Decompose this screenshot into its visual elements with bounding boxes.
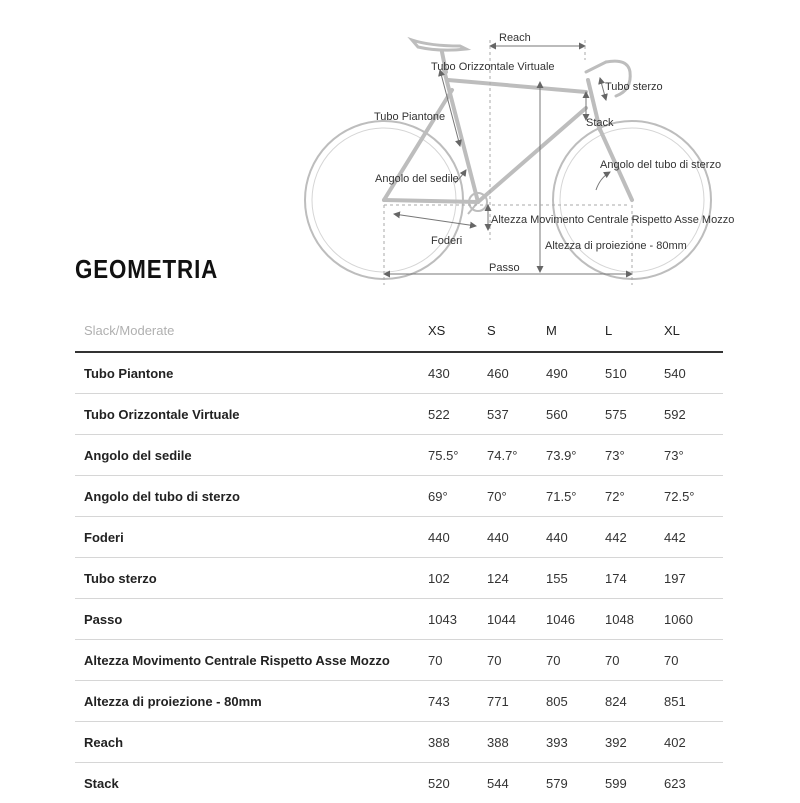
row-label: Passo xyxy=(75,599,428,640)
table-body xyxy=(75,352,723,803)
cell-value: 402 xyxy=(664,722,723,763)
row-label: Tubo Orizzontale Virtuale xyxy=(75,394,428,435)
row-label: Altezza di proiezione - 80mm xyxy=(75,681,428,722)
cell-value: 430 xyxy=(428,352,487,394)
table-row xyxy=(75,681,723,722)
label-projection-height: Altezza di proiezione - 80mm xyxy=(545,240,687,252)
cell-value: 440 xyxy=(546,517,605,558)
cell-value: 442 xyxy=(605,517,664,558)
size-header-xs: XS xyxy=(428,310,487,352)
cell-value: 520 xyxy=(428,763,487,803)
cell-value: 771 xyxy=(487,681,546,722)
cell-value: 824 xyxy=(605,681,664,722)
table-header-row xyxy=(75,310,723,352)
table-row xyxy=(75,435,723,476)
table-row xyxy=(75,599,723,640)
cell-value: 560 xyxy=(546,394,605,435)
row-label: Tubo sterzo xyxy=(75,558,428,599)
cell-value: 70 xyxy=(546,640,605,681)
label-bb-drop: Altezza Movimento Centrale Rispetto Asse Mozzo xyxy=(491,214,734,226)
cell-value: 70 xyxy=(664,640,723,681)
table-row xyxy=(75,352,723,394)
cell-value: 442 xyxy=(664,517,723,558)
row-label: Angolo del tubo di sterzo xyxy=(75,476,428,517)
cell-value: 75.5° xyxy=(428,435,487,476)
table-row xyxy=(75,722,723,763)
row-label: Stack xyxy=(75,763,428,803)
cell-value: 1048 xyxy=(605,599,664,640)
size-header-l: L xyxy=(605,310,664,352)
cell-value: 197 xyxy=(664,558,723,599)
saddle xyxy=(412,40,466,50)
table-row xyxy=(75,640,723,681)
cell-value: 1060 xyxy=(664,599,723,640)
row-label: Angolo del sedile xyxy=(75,435,428,476)
cell-value: 70 xyxy=(605,640,664,681)
cell-value: 579 xyxy=(546,763,605,803)
cell-value: 73° xyxy=(605,435,664,476)
label-head-tube: Tubo sterzo xyxy=(605,81,663,93)
cell-value: 805 xyxy=(546,681,605,722)
cell-value: 537 xyxy=(487,394,546,435)
row-label: Altezza Movimento Centrale Rispetto Asse Mozzo xyxy=(75,640,428,681)
label-seat-angle: Angolo del sedile xyxy=(375,173,459,185)
cell-value: 510 xyxy=(605,352,664,394)
label-chainstays: Foderi xyxy=(431,235,462,247)
cell-value: 388 xyxy=(428,722,487,763)
geometry-table xyxy=(75,310,723,803)
cell-value: 70° xyxy=(487,476,546,517)
cell-value: 70 xyxy=(428,640,487,681)
label-seat-tube: Tubo Piantone xyxy=(374,111,445,123)
cell-value: 388 xyxy=(487,722,546,763)
cell-value: 174 xyxy=(605,558,664,599)
cell-value: 69° xyxy=(428,476,487,517)
label-reach: Reach xyxy=(499,32,531,44)
cell-value: 851 xyxy=(664,681,723,722)
cell-value: 71.5° xyxy=(546,476,605,517)
size-header-xl: XL xyxy=(664,310,723,352)
cell-value: 460 xyxy=(487,352,546,394)
cell-value: 1044 xyxy=(487,599,546,640)
cell-value: 440 xyxy=(428,517,487,558)
cell-value: 124 xyxy=(487,558,546,599)
label-stack: Stack xyxy=(586,117,614,129)
label-head-angle: Angolo del tubo di sterzo xyxy=(600,159,721,171)
row-label: Tubo Piantone xyxy=(75,352,428,394)
table-row xyxy=(75,517,723,558)
cell-value: 544 xyxy=(487,763,546,803)
cell-value: 575 xyxy=(605,394,664,435)
cell-value: 72.5° xyxy=(664,476,723,517)
cell-value: 623 xyxy=(664,763,723,803)
table-row xyxy=(75,763,723,803)
cell-value: 743 xyxy=(428,681,487,722)
cell-value: 70 xyxy=(487,640,546,681)
cell-value: 592 xyxy=(664,394,723,435)
cell-value: 392 xyxy=(605,722,664,763)
cell-value: 599 xyxy=(605,763,664,803)
cell-value: 393 xyxy=(546,722,605,763)
size-header-s: S xyxy=(487,310,546,352)
cell-value: 440 xyxy=(487,517,546,558)
row-label: Reach xyxy=(75,722,428,763)
cell-value: 102 xyxy=(428,558,487,599)
cell-value: 155 xyxy=(546,558,605,599)
size-header-m: M xyxy=(546,310,605,352)
table-row xyxy=(75,476,723,517)
cell-value: 490 xyxy=(546,352,605,394)
variant-label: Slack/Moderate xyxy=(75,310,428,352)
cell-value: 72° xyxy=(605,476,664,517)
cell-value: 1046 xyxy=(546,599,605,640)
cell-value: 74.7° xyxy=(487,435,546,476)
table-row xyxy=(75,558,723,599)
page-title: GEOMETRIA xyxy=(75,254,218,285)
cell-value: 1043 xyxy=(428,599,487,640)
table-row xyxy=(75,394,723,435)
cell-value: 73° xyxy=(664,435,723,476)
cell-value: 73.9° xyxy=(546,435,605,476)
label-wheelbase: Passo xyxy=(489,262,520,274)
cell-value: 540 xyxy=(664,352,723,394)
label-virtual-top-tube: Tubo Orizzontale Virtuale xyxy=(431,61,555,73)
row-label: Foderi xyxy=(75,517,428,558)
cell-value: 522 xyxy=(428,394,487,435)
